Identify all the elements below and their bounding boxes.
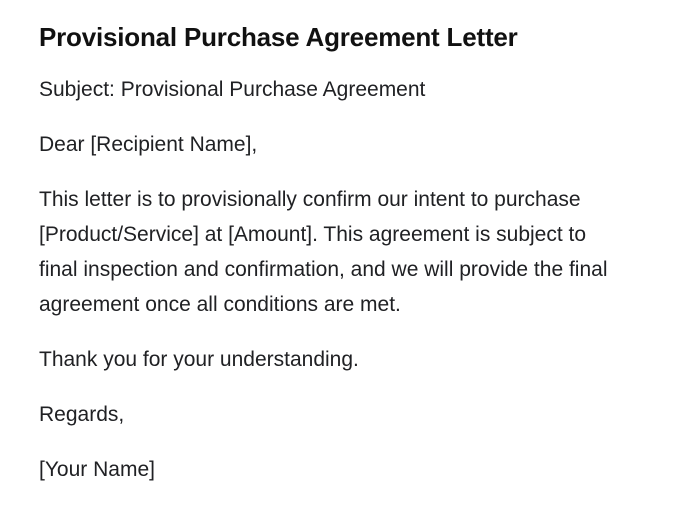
body-paragraph: This letter is to provisionally confirm our intent to purchase [Product/Service] at [Amount]. This agreement is subject to final inspection and confirmation, and we will provide the final agreement once all conditions are met. bbox=[39, 188, 608, 316]
subject-line: Subject: Provisional Purchase Agreement bbox=[39, 78, 426, 101]
salutation: Dear [Recipient Name], bbox=[39, 133, 258, 156]
signature-placeholder: [Your Name] bbox=[39, 458, 155, 481]
document-title: Provisional Purchase Agreement Letter bbox=[39, 22, 518, 52]
closing-thanks: Thank you for your understanding. bbox=[39, 348, 359, 371]
signoff: Regards, bbox=[39, 403, 125, 426]
